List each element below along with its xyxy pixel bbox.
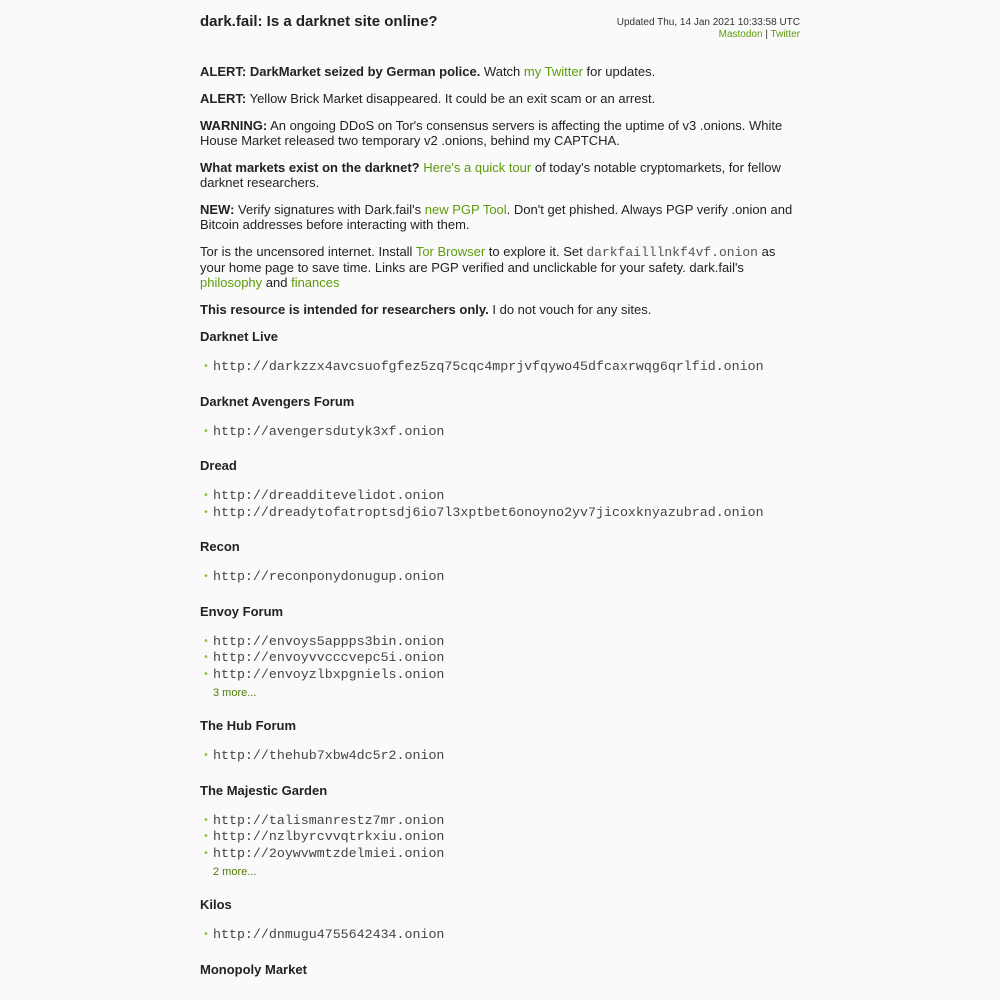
onion-address: http://avengersdutyk3xf.onion (213, 423, 445, 439)
new-text-end: . Don't get phished. Always PGP verify .onion and Bitcoin addresses before interacting with them. (200, 202, 793, 232)
philosophy-link[interactable]: philosophy (200, 275, 263, 290)
tor-browser-link[interactable]: Tor Browser (415, 244, 486, 259)
updated-timestamp: Updated Thu, 14 Jan 2021 10:33:58 UTC (616, 17, 800, 28)
onion-link-item (200, 829, 800, 846)
onion-address: http://2oywvwmtzdelmiei.onion (213, 845, 445, 861)
bullet-icon: • (203, 831, 209, 842)
page-title: dark.fail: Is a darknet site online? (200, 13, 438, 30)
site-entry (200, 394, 800, 441)
onion-link-list (200, 634, 800, 684)
pgp-tool-link[interactable]: new PGP Tool (424, 202, 507, 217)
alert-darkmarket-text: Watch (480, 64, 524, 79)
onion-link-list (200, 359, 800, 376)
bullet-icon: • (203, 814, 209, 826)
site-name: Envoy Forum (200, 603, 284, 619)
onion-link-item (200, 667, 800, 684)
show-more-link[interactable]: 2 more... (213, 866, 257, 878)
site-entry (200, 718, 800, 765)
new-pgp-notice (200, 202, 800, 232)
mastodon-link[interactable]: Mastodon (718, 29, 763, 40)
site-name: Darknet Avengers Forum (200, 393, 355, 409)
onion-link-item (200, 846, 800, 863)
onion-link-list (200, 488, 800, 521)
onion-address: http://dnmugu4755642434.onion (213, 927, 445, 942)
site-name: The Hub Forum (200, 718, 297, 733)
bullet-icon: • (203, 847, 209, 859)
alert-yellow-brick-label: ALERT: (200, 91, 247, 106)
alert-yellow-brick-text: Yellow Brick Market disappeared. It could be an exit scam or an arrest. (246, 91, 656, 106)
onion-link-list (200, 813, 800, 863)
alert-darkmarket-label: ALERT: DarkMarket seized by German police. (200, 64, 481, 79)
markets-label: What markets exist on the darknet? (200, 160, 420, 175)
onion-link-item (200, 634, 800, 651)
tor-text-3: as your home page to save time. Links are PGP verified and unclickable for your safety. dark.fail's (200, 244, 776, 275)
site-entry (200, 897, 800, 944)
page-header (200, 0, 800, 64)
site-name: Monopoly Market (200, 961, 307, 977)
site-entry (200, 962, 800, 977)
bullet-icon: • (203, 506, 209, 518)
site-entry (200, 458, 800, 521)
onion-link-item (200, 650, 800, 667)
link-separator: | (765, 29, 768, 40)
onion-address: http://dreadditevelidot.onion (213, 488, 445, 503)
research-label: This resource is intended for researchers only. (200, 302, 489, 317)
site-name: The Majestic Garden (200, 782, 328, 798)
homepage-onion-code: darkfailllnkf4vf.onion (586, 245, 758, 260)
site-name: Recon (200, 539, 240, 554)
site-entry (200, 539, 800, 586)
onion-address: http://envoys5appps3bin.onion (213, 633, 445, 649)
finances-link[interactable]: finances (291, 275, 340, 290)
research-notice (200, 302, 800, 317)
page-container (200, 0, 800, 995)
onion-link-list (200, 569, 800, 586)
bullet-icon: • (203, 668, 209, 680)
onion-address: http://envoyzlbxpgniels.onion (213, 666, 445, 682)
site-entry (200, 604, 800, 701)
onion-address: http://envoyvvcccvepc5i.onion (213, 650, 445, 665)
bullet-icon: • (203, 571, 209, 582)
onion-address: http://nzlbyrcvvqtrkxiu.onion (213, 829, 445, 844)
alert-yellow-brick (200, 91, 800, 106)
site-list (200, 329, 800, 977)
onion-address: http://darkzzx4avcsuofgfez5zq75cqc4mprjvfqywo45dfcaxrwqg6qrlfid.onion (213, 359, 764, 374)
social-links (617, 29, 800, 41)
bullet-icon: • (203, 635, 209, 647)
tor-text-2: to explore it. Set (485, 244, 587, 259)
twitter-link[interactable]: Twitter (770, 29, 800, 40)
markets-text: of today's notable cryptomarkets, for fellow darknet researchers. (200, 160, 781, 190)
warning-label: WARNING: (200, 118, 268, 133)
warning-text: An ongoing DDoS on Tor's consensus servers is affecting the uptime of v3 .onions. White House Market released two temporary v2 .onions, behind my CAPTCHA. (200, 118, 783, 148)
onion-link-item (200, 927, 800, 944)
onion-address: http://dreadytofatroptsdj6io7l3xptbet6onoyno2yv7jicoxknyazubrad.onion (213, 504, 764, 520)
bullet-icon: • (203, 750, 209, 761)
header-meta (617, 17, 800, 41)
new-text: Verify signatures with Dark.fail's (234, 202, 425, 217)
onion-link-list (200, 748, 800, 765)
alert-darkmarket (200, 64, 800, 79)
markets-notice (200, 160, 800, 190)
bullet-icon: • (203, 652, 209, 663)
new-label: NEW: (200, 202, 235, 217)
alert-darkmarket-text-end: for updates. (582, 64, 656, 79)
quick-tour-link[interactable]: Here's a quick tour (423, 160, 532, 175)
my-twitter-link[interactable]: my Twitter (523, 64, 583, 79)
research-text: I do not vouch for any sites. (488, 302, 652, 317)
show-more-link[interactable]: 3 more... (213, 687, 257, 699)
onion-link-item (200, 424, 800, 441)
onion-link-list (200, 424, 800, 441)
warning-ddos (200, 118, 800, 148)
site-name: Kilos (200, 897, 232, 912)
onion-link-item (200, 748, 800, 765)
site-name: Darknet Live (200, 329, 279, 344)
onion-link-item (200, 569, 800, 586)
site-entry (200, 783, 800, 880)
onion-address: http://thehub7xbw4dc5r2.onion (213, 748, 445, 763)
onion-address: http://reconponydonugup.onion (213, 569, 445, 584)
bullet-icon: • (203, 425, 209, 437)
onion-link-list (200, 927, 800, 944)
site-entry (200, 329, 800, 376)
onion-link-item (200, 813, 800, 830)
tor-notice (200, 244, 800, 290)
bullet-icon: • (203, 361, 209, 372)
tor-text: Tor is the uncensored internet. Install (200, 244, 416, 259)
onion-address: http://talismanrestz7mr.onion (213, 812, 445, 828)
tor-text-4: and (262, 275, 292, 290)
bullet-icon: • (203, 490, 209, 501)
onion-link-item (200, 505, 800, 522)
bullet-icon: • (203, 929, 209, 940)
onion-link-item (200, 359, 800, 376)
site-name: Dread (200, 458, 237, 473)
onion-link-item (200, 488, 800, 505)
